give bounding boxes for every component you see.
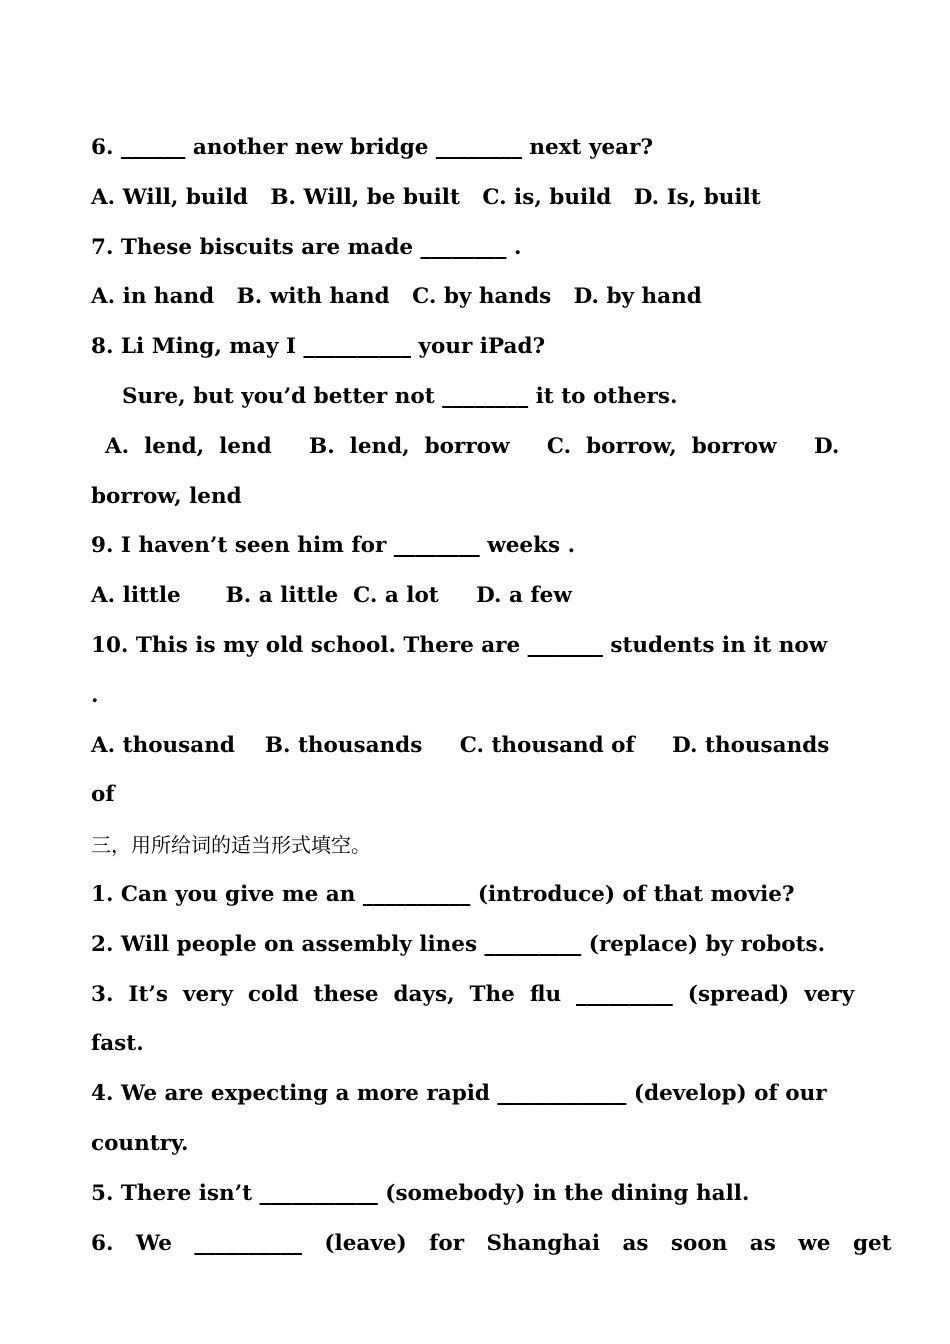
question-8-options: A. lend, lend B. lend, borrow C. borrow, borrow D. bbox=[105, 433, 840, 459]
fill-6: 6. We __________ (leave) for Shanghai as soon as we get bbox=[91, 1230, 892, 1256]
question-10-stem-cont: . bbox=[91, 682, 99, 708]
fill-2: 2. Will people on assembly lines _________ (replace) by robots. bbox=[91, 931, 826, 957]
question-7-stem: 7. These biscuits are made ________ . bbox=[91, 234, 522, 260]
question-7-options: A. in hand B. with hand C. by hands D. by hand bbox=[91, 284, 702, 310]
question-9-options: A. little B. a little C. a lot D. a few bbox=[91, 583, 572, 609]
fill-4: 4. We are expecting a more rapid ____________ (develop) of our bbox=[91, 1081, 827, 1107]
document-page bbox=[91, 128, 892, 1273]
question-6-options: A. Will, build B. Will, be built C. is, build D. Is, built bbox=[91, 184, 761, 210]
question-10-options-cont: of bbox=[91, 782, 115, 808]
fill-3-cont: fast. bbox=[91, 1031, 144, 1057]
question-10-stem: 10. This is my old school. There are _______ students in it now bbox=[91, 632, 828, 658]
question-6-stem: 6. ______ another new bridge ________ next year? bbox=[91, 135, 653, 160]
fill-5: 5. There isn’t ___________ (somebody) in the dining hall. bbox=[91, 1180, 750, 1206]
fill-4-cont: country. bbox=[91, 1130, 189, 1156]
fill-1: 1. Can you give me an __________ (introduce) of that movie? bbox=[91, 881, 795, 907]
fill-3: 3. It’s very cold these days, The flu _________ (spread) very bbox=[91, 981, 855, 1007]
question-10-options: A. thousand B. thousands C. thousand of D. thousands bbox=[91, 732, 830, 758]
question-8-options-cont: borrow, lend bbox=[91, 483, 242, 509]
question-8-stem: 8. Li Ming, may I __________ your iPad? bbox=[91, 334, 546, 360]
question-9-stem: 9. I haven’t seen him for ________ weeks . bbox=[91, 533, 576, 559]
question-8-response: Sure, but you’d better not ________ it to others. bbox=[122, 383, 678, 409]
section-3-heading: 三，用所给词的适当形式填空。 bbox=[91, 833, 371, 858]
